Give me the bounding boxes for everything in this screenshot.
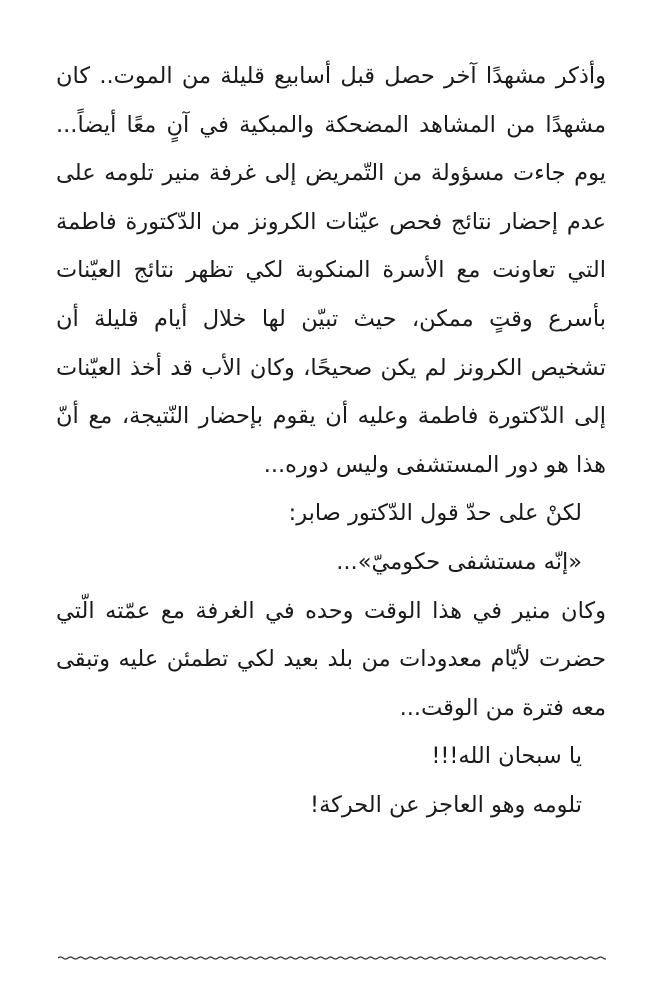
wavy-divider: [58, 948, 606, 968]
paragraph-1: وأذكر مشهدًا آخر حصل قبل أسابيع قليلة من الموت.. كان مشهدًا من المشاهد المضحكة والمبكية في آنٍ معًا أيضاً... يوم جاءت مسؤولة من التّمريض إلى غرفة منير تلومه على عدم إحضار نتائج فحص عيّنات الكرونز من الدّكتورة فاطمة التي تعاونت مع الأسرة المنكوبة لكي تظهر نتائج العيّنات بأسرع وقتٍ ممكن، حيث تبيّن لها خلال أيام قليلة أن تشخيص الكرونز لم يكن صحيحًا، وكان الأب قد أخذ العيّنات إلى الدّكتورة فاطمة وعليه أن يقوم بإحضار النّتيجة، مع أنّ هذا هو دور المستشفى وليس دوره...: [56, 63, 606, 478]
body-text: [56, 52, 606, 830]
paragraph-4: وكان منير في هذا الوقت وحده في الغرفة مع عمّته الّتي حضرت لأيّام معدودات من بلد بعيد لكي تطمئن عليه وتبقى معه فترة من الوقت...: [56, 597, 606, 721]
paragraph-6: تلومه وهو العاجز عن الحركة!: [310, 791, 582, 818]
paragraph-3-quote: «إنّه مستشفى حكوميّ»...: [336, 548, 582, 575]
paragraph-2: لكنْ على حدّ قول الدّكتور صابر:: [288, 500, 582, 527]
paragraph-5: يا سبحان الله!!!: [431, 743, 582, 770]
